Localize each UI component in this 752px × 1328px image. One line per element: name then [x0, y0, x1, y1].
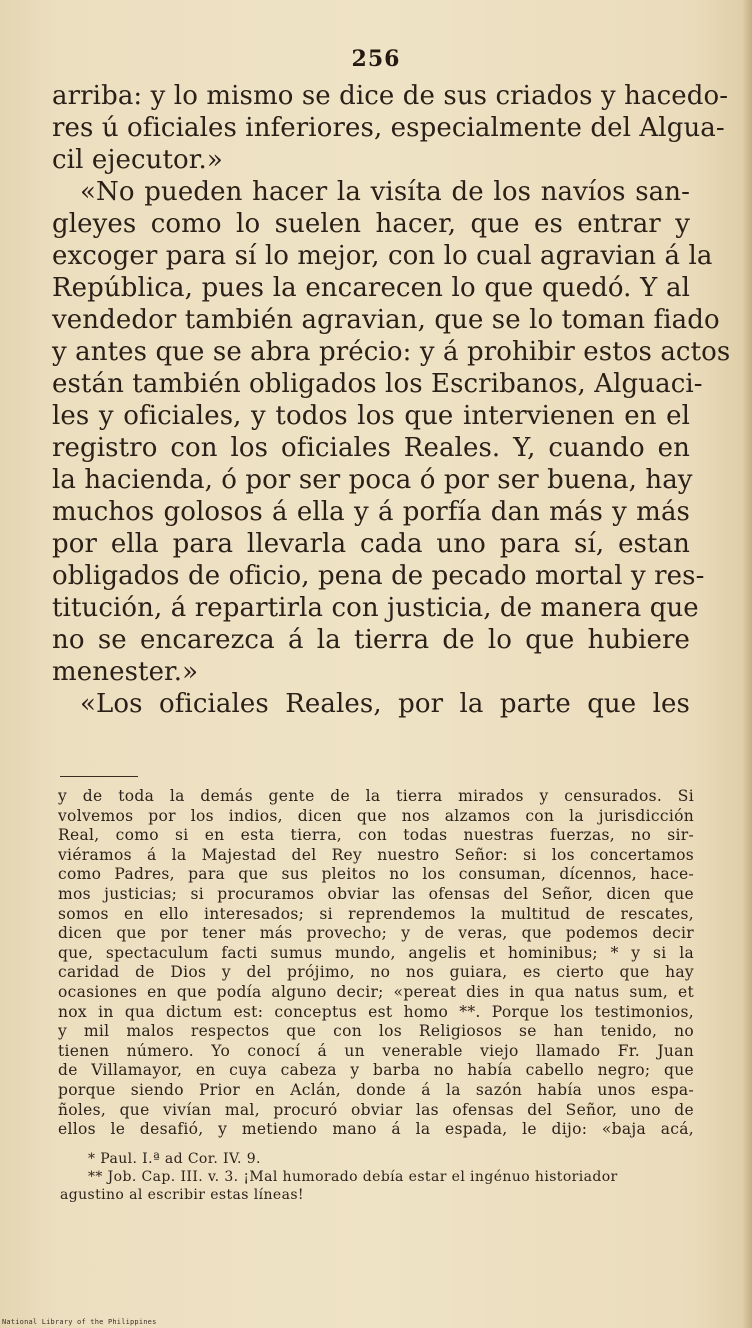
note-line: viéramos á la Majestad del Rey nuestro Señor: si los concertamos — [58, 845, 694, 864]
note-line: nox in qua dictum est: conceptus est homo **. Porque los testimonios, — [58, 1002, 694, 1021]
note-line: somos en ello interesados; si reprendemos la multitud de rescates, — [58, 904, 694, 923]
body-line: gleyes como lo suelen hacer, que es entrar y — [52, 209, 690, 239]
note-line: tienen número. Yo conocí á un venerable viejo llamado Fr. Juan — [58, 1041, 694, 1060]
footnote-line: ** Job. Cap. III. v. 3. ¡Mal humorado debía estar el ingénuo historiador — [88, 1169, 618, 1185]
body-line: y antes que se abra précio: y á prohibir estos actos — [52, 337, 731, 367]
body-line: la hacienda, ó por ser poca ó por ser buena, hay — [52, 465, 693, 495]
body-line: obligados de oficio, pena de pecado mortal y res- — [52, 561, 705, 591]
body-line: «No pueden hacer la visíta de los navíos san- — [80, 177, 690, 207]
body-line: República, pues la encarecen lo que quedó. Y al — [52, 273, 690, 303]
page-number: 256 — [351, 46, 401, 72]
body-line: no se encarezca á la tierra de lo que hubiere — [52, 625, 690, 655]
main-text-block — [52, 80, 731, 720]
body-line: titución, á repartirla con justicia, de manera que — [52, 593, 699, 623]
body-line: les y oficiales, y todos los que intervienen en el — [52, 401, 690, 431]
footnote-divider — [60, 776, 138, 777]
note-line: volvemos por los indios, dicen que nos alzamos con la jurisdicción — [58, 806, 694, 825]
note-text-block — [58, 787, 694, 1140]
note-line: Real, como si en esta tierra, con todas nuestras fuerzas, no sir- — [58, 826, 694, 845]
body-line: arriba: y lo mismo se dice de sus criados y hacedo- — [52, 81, 729, 111]
body-line: menester.» — [52, 657, 199, 687]
body-line: vendedor también agravian, que se lo toman fiado — [52, 305, 720, 335]
note-line: ñoles, que vivían mal, procuró obviar las ofensas del Señor, uno de — [58, 1100, 694, 1119]
note-line: porque siendo Prior en Aclán, donde á la sazón había unos espa- — [58, 1080, 694, 1099]
body-line: res ú oficiales inferiores, especialmente del Algua- — [52, 113, 725, 143]
body-line: están también obligados los Escribanos, Alguaci- — [52, 369, 703, 399]
note-line: que, spectaculum facti sumus mundo, angelis et hominibus; * y si la — [58, 943, 694, 962]
note-line: caridad de Dios y del prójimo, no nos guiara, es cierto que hay — [58, 963, 694, 982]
note-line: ocasiones en que podía alguno decir; «pereat dies in qua natus sum, et — [58, 982, 694, 1001]
body-line: excoger para sí lo mejor, con lo cual agravian á la — [52, 241, 713, 271]
note-line: mos justicias; si procuramos obviar las ofensas del Señor, dicen que — [58, 884, 694, 903]
note-line: ellos le desafió, y metiendo mano á la espada, le dijo: «baja acá, — [58, 1120, 694, 1139]
note-line: de Villamayor, en cuya cabeza y barba no había cabello negro; que — [58, 1061, 694, 1080]
footnote-line: agustino al escribir estas líneas! — [60, 1187, 304, 1203]
library-watermark: National Library of the Philippines — [2, 1318, 157, 1326]
body-line: muchos golosos á ella y á porfía dan más y más — [52, 497, 690, 527]
note-line: y de toda la demás gente de la tierra mirados y censurados. Si — [58, 787, 694, 805]
body-line: por ella para llevarla cada uno para sí, estan — [52, 529, 690, 559]
note-line: dicen que por tener más provecho; y de veras, que podemos decir — [58, 924, 694, 943]
note-line: como Padres, para que sus pleitos no los consuman, dícennos, hace- — [58, 865, 694, 884]
body-line: cil ejecutor.» — [52, 145, 223, 175]
page-edge-shadow — [742, 0, 752, 1328]
body-line: registro con los oficiales Reales. Y, cuando en — [52, 433, 690, 463]
footnote-line: * Paul. I.ª ad Cor. IV. 9. — [88, 1151, 261, 1167]
footnotes-block — [60, 1150, 700, 1204]
note-line: y mil malos respectos que con los Religiosos se han tenido, no — [58, 1022, 694, 1041]
body-line: «Los oficiales Reales, por la parte que les — [80, 689, 690, 719]
